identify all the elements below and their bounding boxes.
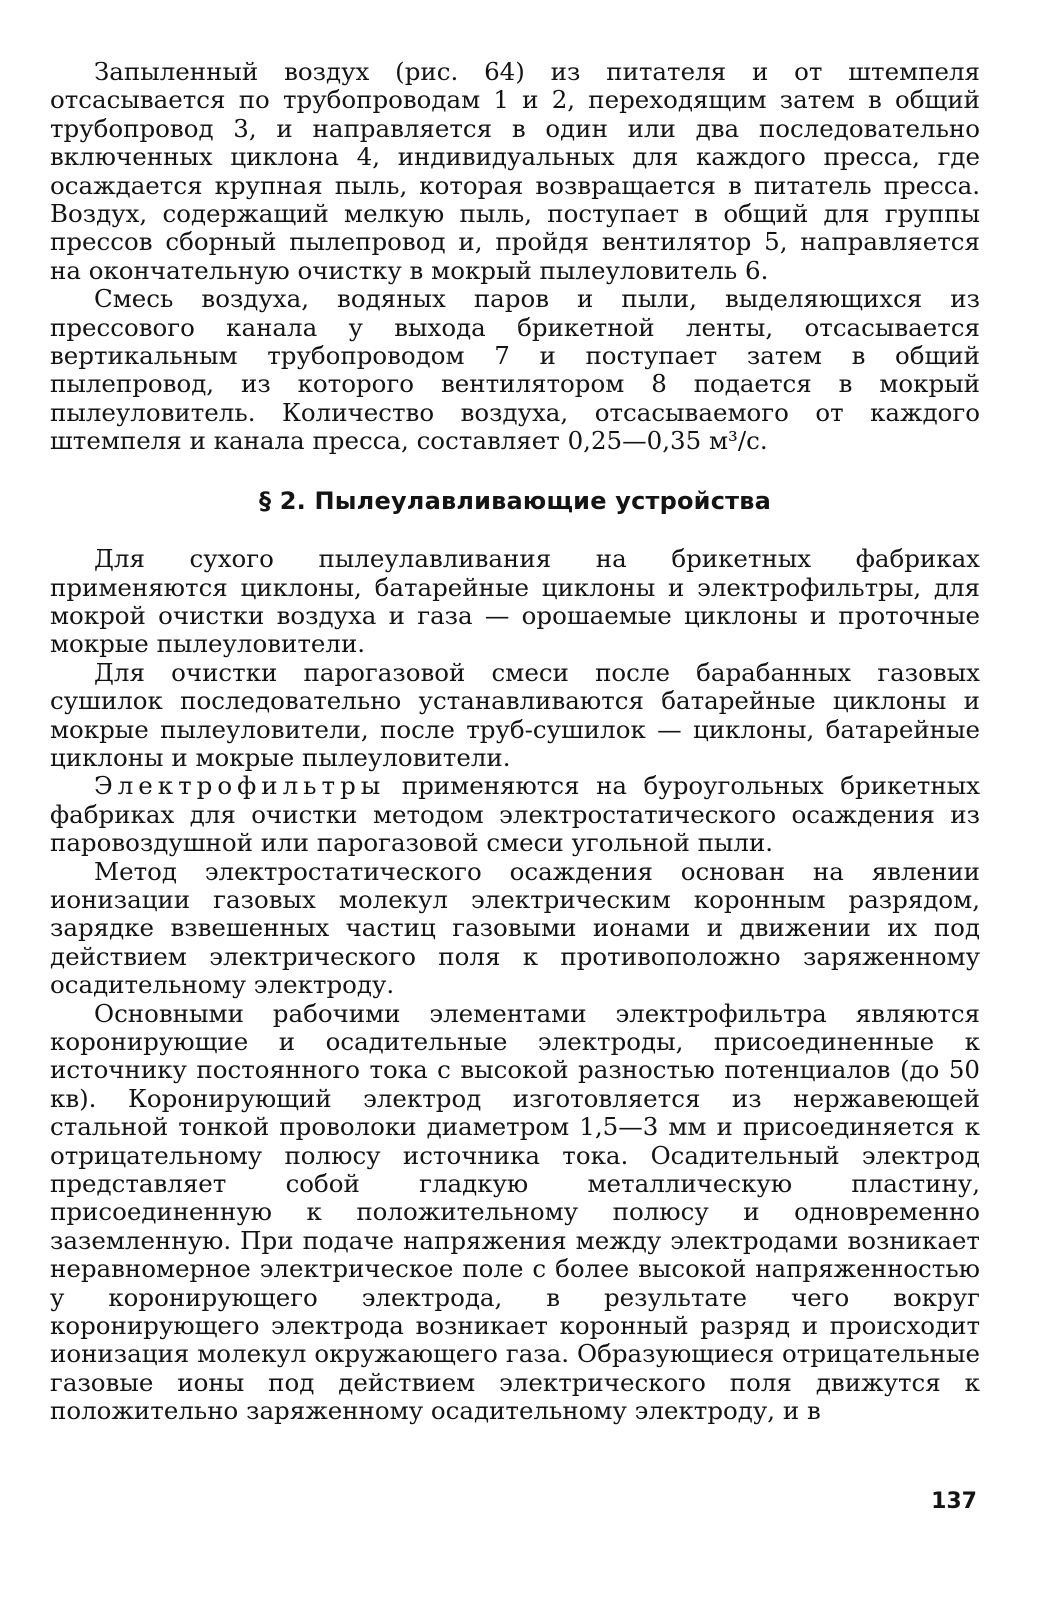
paragraph-dusty-air: Запыленный воздух (рис. 64) из питателя и от штемпеля отсасывается по трубопроводам 1 и 2, переходящим затем в общий трубопровод 3, и направляется в один или два последовательно включенных циклона 4, индивидуальных для каждого пресса, где осаждается крупная пыль, которая возвращается в питатель пресса. Воздух, содержащий мелкую пыль, поступает в общий для группы прессов сборный пылепровод и, пройдя вентилятор 5, направляется на окончательную очистку в мокрый пылеуловитель 6. <box>50 57 980 285</box>
paragraph-dry-dust-collection: Для сухого пылеулавливания на брикетных фабриках применяются циклоны, батарейные циклоны и электрофильтры, для мокрой очистки воздуха и газа — орошаемые циклоны и проточные мокрые пылеуловители. <box>50 544 980 659</box>
paragraph-electrofilters-text: применяются на буроугольных брикетных фабриках для очистки методом электростатического осаждения из паровоздушной или парогазовой смеси угольной пыли. <box>50 771 980 858</box>
paragraph-working-elements: Основными рабочими элементами электрофильтра являются коронирующие и осадительные электроды, присоединенные к источнику постоянного тока с высокой разностью потенциалов (до 50 кв). Коронирующий электрод изготовляется из нержавеющей стальной тонкой проволоки диаметром 1,5—3 мм и присоединяется к отрицательному полюсу источника тока. Осадительный электрод представляет собой гладкую металлическую пластину, присоединенную к положительному полюсу и одновременно заземленную. При подаче напряжения между электродами возникает неравномерное электрическое поле с более высокой напряженностью у коронирующего электрода, в результате чего вокруг коронирующего электрода возникает коронный разряд и происходит ионизация молекул окружающего газа. Образующиеся отрицательные газовые ионы под действием электрического поля движутся к положительно заряженному осадительному электроду, и в <box>50 998 980 1426</box>
page-number: 137 <box>931 1489 977 1514</box>
paragraph-electrofilters <box>50 772 980 857</box>
paragraph-gas-cleaning: Для очистки парогазовой смеси после барабанных газовых сушилок последовательно устанавливаются батарейные циклоны и мокрые пылеуловители, после труб-сушилок — циклоны, батарейные циклоны и мокрые пылеуловители. <box>50 657 980 772</box>
paragraph-electrostatic-method: Метод электростатического осаждения основан на явлении ионизации газовых молекул электрическим коронным разрядом, зарядке взвешенных частиц газовыми ионами и движении их под действием электрического поля к противоположно заряженному осадительному электроду. <box>50 856 980 1000</box>
page-text <box>50 58 980 1426</box>
term-electrofilters: Электрофильтры <box>94 771 386 801</box>
section-heading: § 2. Пылеулавливающие устройства <box>258 486 772 515</box>
paragraph-air-vapour-mixture: Смесь воздуха, водяных паров и пыли, выделяющихся из прессового канала у выхода брикетной ленты, отсасывается вертикальным трубопроводом 7 и поступает затем в общий пылепровод, из которого вентилятором 8 подается в мокрый пылеуловитель. Количество воздуха, отсасываемого от каждого штемпеля и канала пресса, составляет 0,25—0,35 м³/с. <box>50 284 980 456</box>
